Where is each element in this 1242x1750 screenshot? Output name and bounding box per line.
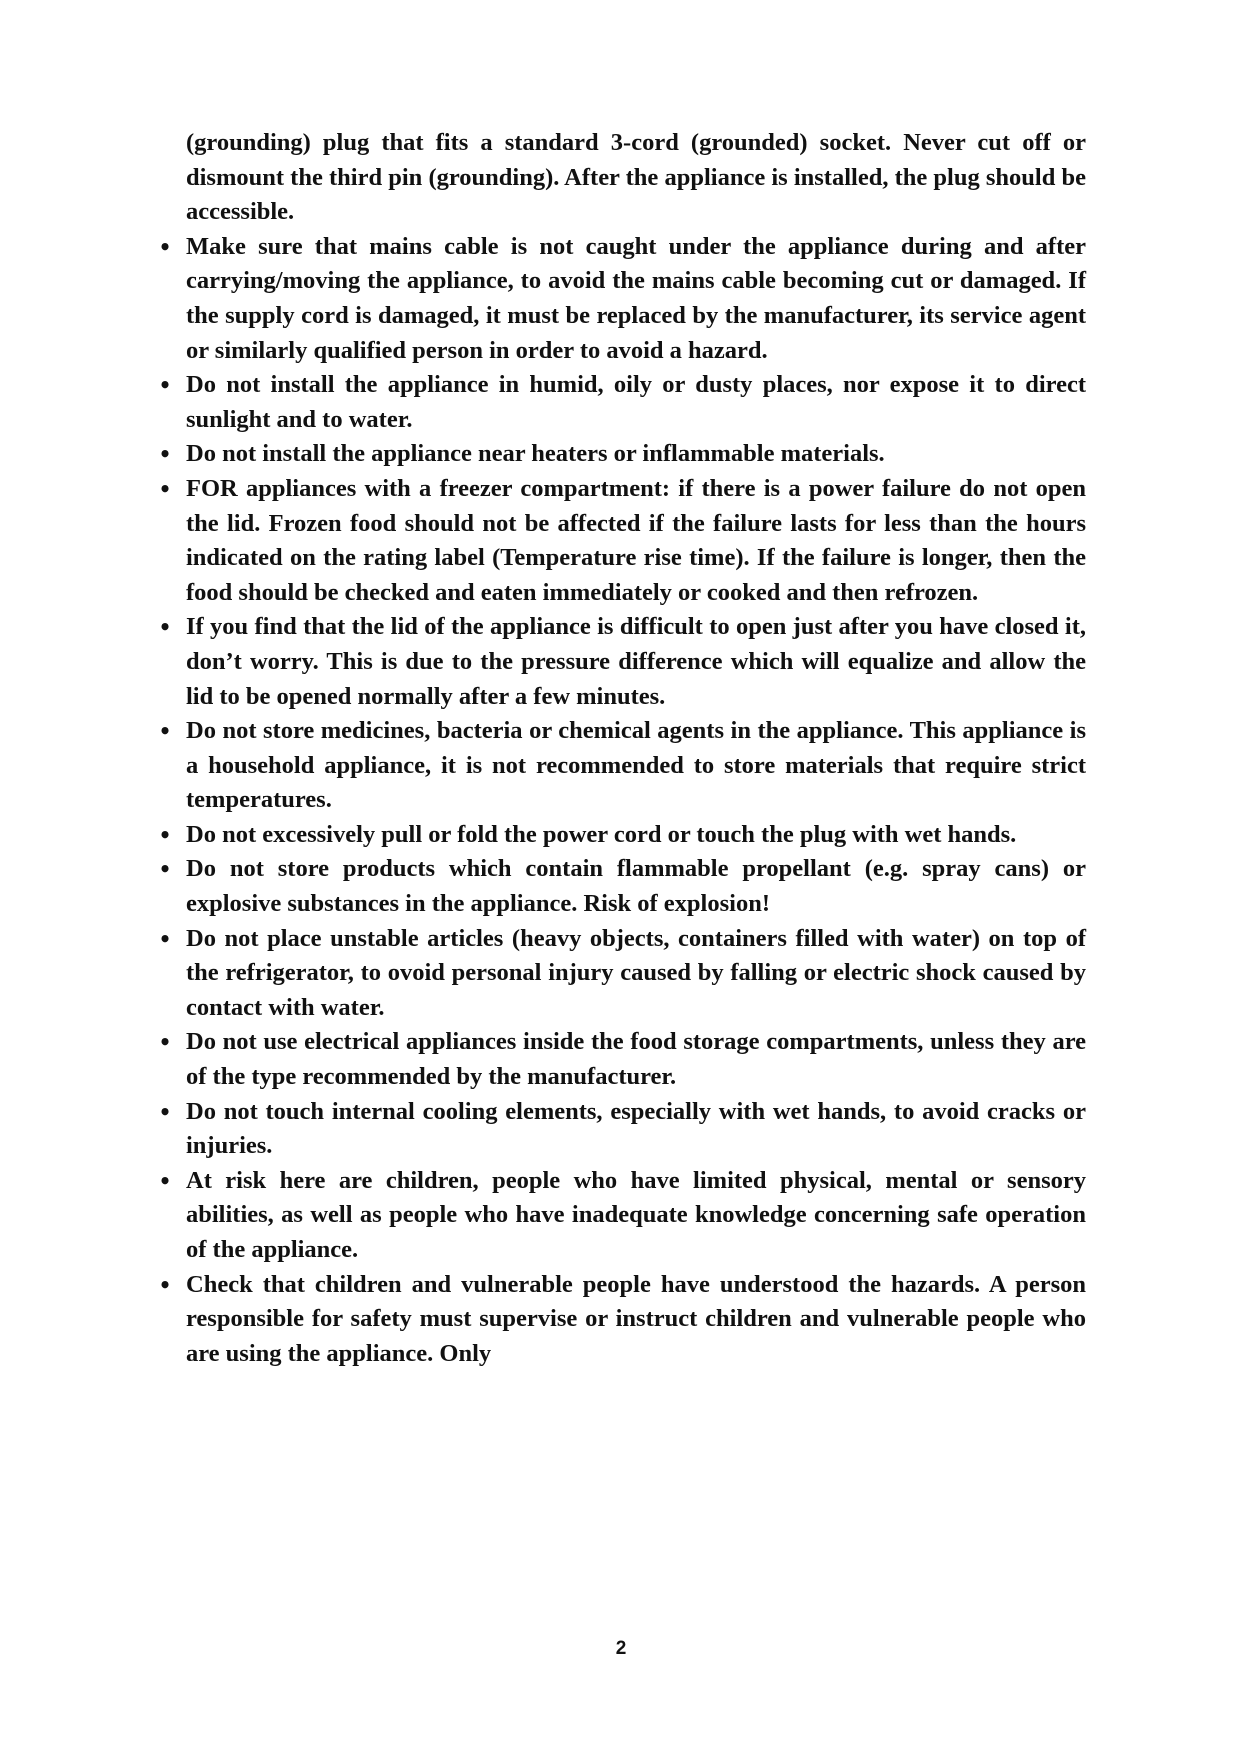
continuation-paragraph: (grounding) plug that fits a standard 3-cord (grounded) socket. Never cut off or dismount the third pin (grounding). After the appliance is installed, the plug should be accessible. <box>186 129 1086 226</box>
bullet-icon: • <box>158 1099 172 1124</box>
bullet-text: Do not install the appliance in humid, oily or dusty places, nor expose it to direct sunlight and to water. <box>186 371 1086 433</box>
bullet-text: At risk here are children, people who have limited physical, mental or sensory abilities, as well as people who have inadequate knowledge concerning safe operation of the appliance. <box>186 1166 1086 1263</box>
bullet-item <box>158 1095 1086 1164</box>
bullet-text: Do not place unstable articles (heavy objects, containers filled with water) on top of the refrigerator, to ovoid personal injury caused by falling or electric shock caused by contact with water. <box>186 924 1086 1021</box>
bullet-icon: • <box>158 476 172 501</box>
bullet-icon: • <box>158 1030 172 1055</box>
bullet-icon: • <box>158 373 172 398</box>
bullet-text: Do not install the appliance near heaters or inflammable materials. <box>186 440 885 468</box>
bullet-item <box>158 714 1086 818</box>
bullet-item <box>158 1268 1086 1372</box>
bullet-text: Do not store medicines, bacteria or chemical agents in the appliance. This appliance is a household appliance, it is not recommended to store materials that require strict temperatures. <box>186 717 1086 814</box>
document-page <box>158 126 1086 1371</box>
bullet-item <box>158 472 1086 610</box>
bullet-item <box>158 610 1086 714</box>
bullet-item <box>158 368 1086 437</box>
bullet-text: Do not store products which contain flammable propellant (e.g. spray cans) or explosive substances in the appliance. Risk of explosion! <box>186 855 1086 918</box>
bullet-icon: • <box>158 442 172 467</box>
bullet-icon: • <box>158 615 172 640</box>
bullet-text: Do not excessively pull or fold the power cord or touch the plug with wet hands. <box>186 820 1017 848</box>
bullet-text: FOR appliances with a freezer compartment: if there is a power failure do not open the lid. Frozen food should not be affected if the failure lasts for less than the hours indicated on the rating label (Temperature rise time). If the failure is longer, then the food should be checked and eaten immediately or cooked and then refrozen. <box>186 474 1086 606</box>
bullet-text: If you find that the lid of the appliance is difficult to open just after you have closed it, don’t worry. This is due to the pressure difference which will equalize and allow the lid to be opened normally after a few minutes. <box>186 613 1086 710</box>
bullet-text: Check that children and vulnerable people have understood the hazards. A person responsible for safety must supervise or instruct children and vulnerable people who are using the appliance. Only <box>186 1270 1086 1367</box>
bullet-item <box>158 818 1086 853</box>
bullet-icon: • <box>158 234 172 259</box>
bullet-item <box>158 1025 1086 1094</box>
bullet-item <box>158 230 1086 368</box>
bullet-icon: • <box>158 1272 172 1297</box>
page-number: 2 <box>615 1638 627 1659</box>
bullet-text: Do not use electrical appliances inside the food storage compartments, unless they are of the type recommended by the manufacturer. <box>186 1028 1086 1091</box>
bullet-item <box>158 1164 1086 1268</box>
bullet-text: Make sure that mains cable is not caught under the appliance during and after carrying/moving the appliance, to avoid the mains cable becoming cut or damaged. If the supply cord is damaged, it must be replaced by the manufacturer, its service agent or similarly qualified person in order to avoid a hazard. <box>186 232 1086 364</box>
safety-bullet-list <box>158 230 1086 1372</box>
bullet-icon: • <box>158 822 172 847</box>
bullet-text: Do not touch internal cooling elements, especially with wet hands, to avoid cracks or injuries. <box>186 1097 1086 1160</box>
bullet-icon: • <box>158 857 172 882</box>
bullet-item <box>158 852 1086 921</box>
bullet-icon: • <box>158 719 172 744</box>
bullet-icon: • <box>158 1168 172 1193</box>
bullet-item <box>158 922 1086 1026</box>
bullet-item <box>158 437 1086 472</box>
bullet-icon: • <box>158 926 172 951</box>
